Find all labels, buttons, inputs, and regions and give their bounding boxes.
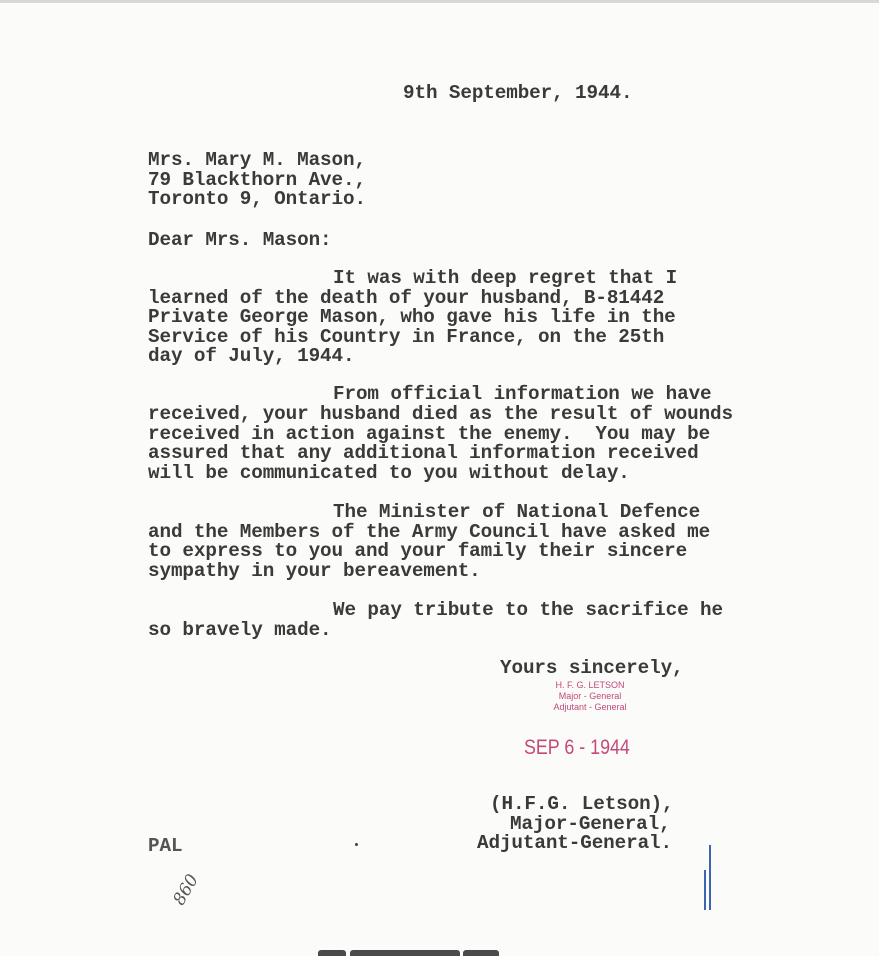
viewer-tab[interactable] [318,950,346,956]
signature-line: (H.F.G. Letson), [490,793,674,815]
text-line: day of July, 1944. [148,345,355,367]
scan-edge [0,0,879,3]
text-line: received, your husband died as the result of wounds [148,403,734,425]
text-line: learned of the death of your husband, B-81442 [148,287,665,309]
handwritten-note: 860 [169,871,203,909]
stamp-title: Adjutant - General [553,702,627,712]
text-line: received in action against the enemy. You may be [148,423,711,445]
address-line: 79 Blackthorn Ave., [148,169,366,191]
text-line: Service of his Country in France, on the 25th [148,326,665,348]
text-line: We pay tribute to the sacrifice he [333,599,724,621]
stamp-rank: Major - General [558,691,622,701]
closing: Yours sincerely, [500,657,684,679]
signature-line: Adjutant-General. [477,832,673,854]
date-received-stamp: SEP 6 - 1944 [524,736,630,759]
letter-date: 9th September, 1944. [403,82,633,104]
text-line: The Minister of National Defence [333,501,701,523]
blue-pen-mark [700,840,720,920]
typist-initials: PAL [148,835,183,857]
text-line: sympathy in your bereavement. [148,560,481,582]
text-line: Private George Mason, who gave his life in the [148,306,676,328]
text-line: It was with deep regret that I [333,267,678,289]
ink-speck [355,843,358,846]
text-line: to express to you and your family their sincere [148,540,688,562]
viewer-tab[interactable] [463,950,499,956]
text-line: assured that any additional information received [148,442,699,464]
text-line: From official information we have [333,383,712,405]
text-line: so bravely made. [148,619,332,641]
address-line: Mrs. Mary M. Mason, [148,149,366,171]
text-line: will be communicated to you without delay. [148,462,630,484]
signature-line: Major-General, [510,813,671,835]
text-line: and the Members of the Army Council have asked me [148,521,711,543]
salutation: Dear Mrs. Mason: [148,229,332,251]
stamp-name: H. F. G. LETSON [555,680,625,690]
viewer-tab[interactable] [350,950,460,956]
address-line: Toronto 9, Ontario. [148,188,366,210]
